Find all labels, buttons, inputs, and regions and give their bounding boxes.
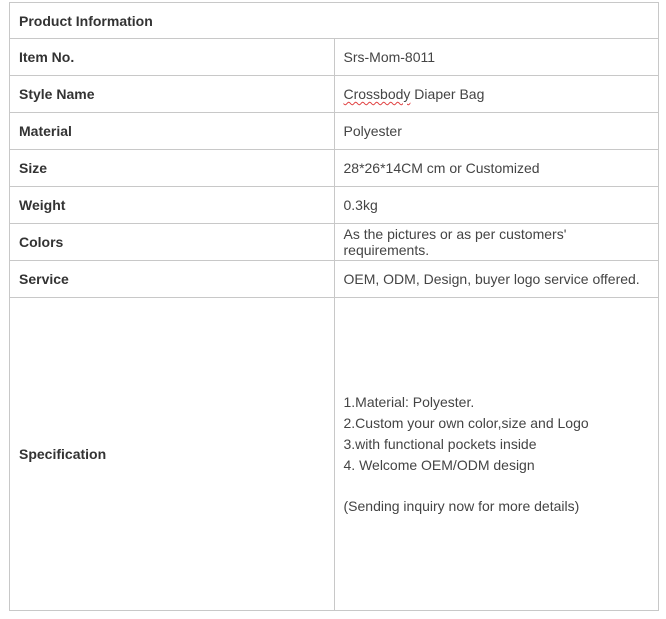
table-row-service	[10, 261, 659, 298]
spellcheck-word: Crossbody	[343, 86, 411, 102]
table-row-size	[10, 150, 659, 187]
row-value: 28*26*14CM cm or Customized	[334, 150, 659, 187]
spec-line: 4. Welcome OEM/ODM design	[343, 456, 535, 473]
row-value: OEM, ODM, Design, buyer logo service offered.	[334, 261, 659, 298]
spacer	[344, 476, 650, 496]
row-label: Service	[10, 261, 335, 298]
table-row-material	[10, 113, 659, 150]
row-value-rest: Diaper Bag	[410, 86, 485, 102]
row-value: Srs-Mom-8011	[334, 39, 659, 76]
product-info-table	[9, 2, 659, 611]
spec-line: 3.with functional pockets inside	[343, 435, 537, 452]
row-label: Size	[10, 150, 335, 187]
row-label: Weight	[10, 187, 335, 224]
spec-line: 2.Custom your own color,size and Logo	[343, 414, 589, 431]
row-value: 0.3kg	[334, 187, 659, 224]
row-value	[334, 76, 659, 113]
spec-note: (Sending inquiry now for more details)	[343, 497, 580, 514]
row-label: Item No.	[10, 39, 335, 76]
table-row-weight	[10, 187, 659, 224]
table-row-item-no	[10, 39, 659, 76]
table-header-row	[10, 3, 659, 39]
table-header: Product Information	[10, 3, 659, 39]
table-row-style-name	[10, 76, 659, 113]
product-info-container	[9, 2, 659, 611]
row-label: Specification	[10, 298, 335, 611]
row-value: Polyester	[334, 113, 659, 150]
specification-content	[334, 298, 659, 611]
row-label: Colors	[10, 224, 335, 261]
row-label: Style Name	[10, 76, 335, 113]
spec-line: 1.Material: Polyester.	[343, 393, 475, 410]
specification-list	[344, 392, 650, 517]
table-row-colors	[10, 224, 659, 261]
row-value: As the pictures or as per customers' requirements.	[334, 224, 659, 261]
row-label: Material	[10, 113, 335, 150]
table-row-specification	[10, 298, 659, 611]
